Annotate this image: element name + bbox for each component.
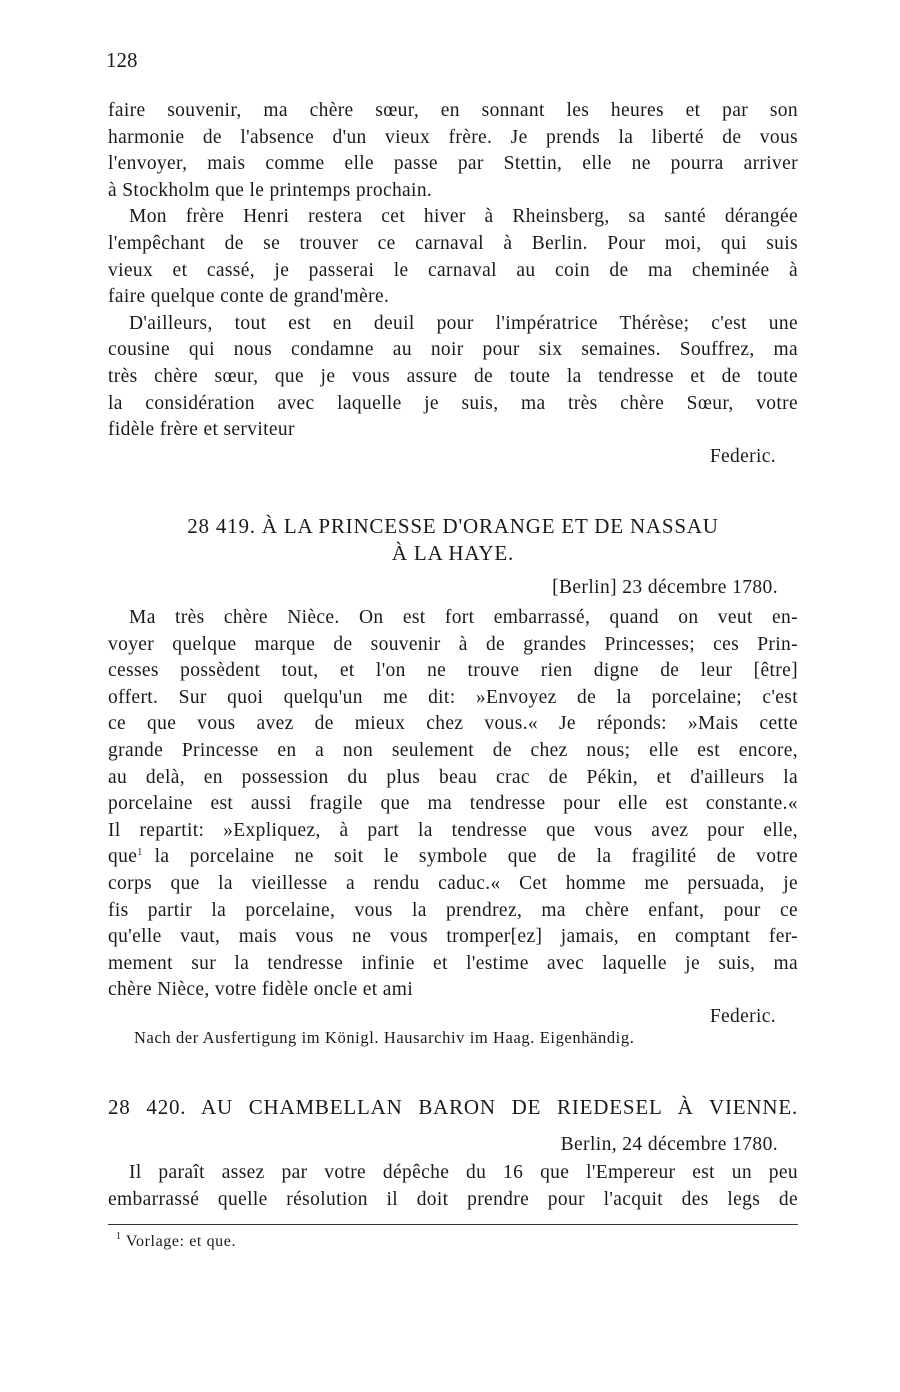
text-line: corps que la vieillesse a rendu caduc.« Cet homme me persuada, je	[108, 872, 798, 894]
text-line: chère Nièce, votre fidèle oncle et ami	[108, 979, 414, 1001]
letter-heading	[108, 513, 798, 567]
text-line: fis partir la porcelaine, vous la prendrez, ma chère enfant, pour ce	[108, 899, 798, 921]
text-line: voyer quelque marque de souvenir à de grandes Princesses; ces Prin-	[108, 633, 798, 655]
text-line: qu'elle vaut, mais vous ne vous tromper[ez] jamais, en comptant fer-	[108, 926, 798, 948]
text-line: D'ailleurs, tout est en deuil pour l'impératrice Thérèse; c'est une	[129, 312, 798, 334]
heading-line: 28 419. À LA PRINCESSE D'ORANGE ET DE NASSAU	[187, 514, 719, 538]
text-line: porcelaine est aussi fragile que ma tendresse pour elle est constante.«	[108, 793, 798, 815]
letter-continuation	[108, 98, 798, 470]
text-line: fidèle frère et serviteur	[108, 419, 295, 441]
signature: Federic.	[709, 1005, 776, 1027]
text-line: vieux et cassé, je passerai le carnaval au coin de ma cheminée à	[108, 259, 798, 281]
text-line: offert. Sur quoi quelqu'un me dit: »Envoyez de la porcelaine; c'est	[108, 686, 798, 708]
footnote	[116, 1233, 236, 1251]
page-number: 128	[106, 48, 138, 72]
footnote-text: Vorlage: et que.	[125, 1233, 237, 1250]
text-line-with-footnote	[108, 844, 798, 871]
letter-heading	[108, 1094, 798, 1121]
footnote-rule	[108, 1224, 798, 1225]
footnote-marker: 1	[116, 1231, 122, 1242]
word: que	[108, 846, 138, 868]
signature: Federic.	[709, 445, 776, 467]
text-line: la considération avec laquelle je suis, ma très chère Sœur, votre	[108, 392, 798, 414]
text-line: Mon frère Henri restera cet hiver à Rheinsberg, sa santé dérangée	[129, 206, 798, 228]
text-line: Il repartit: »Expliquez, à part la tendresse que vous avez pour elle,	[108, 819, 798, 841]
text-line: l'envoyer, mais comme elle passe par Stettin, elle ne pourra arriver	[108, 153, 798, 175]
text-line: embarrassé quelle résolution il doit prendre pour l'acquit des legs de	[108, 1188, 798, 1210]
text-line: cousine qui nous condamne au noir pour six semaines. Souffrez, ma	[108, 339, 798, 361]
text-line: grande Princesse en a non seulement de chez nous; elle est encore,	[108, 739, 798, 761]
letter-body	[108, 1160, 798, 1213]
dateline: [Berlin] 23 décembre 1780.	[552, 577, 778, 598]
dateline: Berlin, 24 décembre 1780.	[560, 1134, 778, 1155]
heading-line: À LA HAYE.	[391, 541, 515, 565]
text-line: Il paraît assez par votre dépêche du 16 que l'Empereur est un peu	[129, 1162, 798, 1183]
text-line: l'empêchant de se trouver ce carnaval à Berlin. Pour moi, qui suis	[108, 232, 798, 254]
text-line: très chère sœur, que je vous assure de toute la tendresse et de toute	[108, 365, 798, 387]
text-line: Ma très chère Nièce. On est fort embarrassé, quand on veut en-	[129, 607, 798, 628]
heading-line: 28 420. AU CHAMBELLAN BARON DE RIEDESEL À VIENNE.	[108, 1095, 798, 1119]
letter-body	[108, 605, 798, 1031]
text-line: cesses possèdent tout, et l'on ne trouve rien digne de leur [être]	[108, 660, 798, 682]
footnote-marker: 1	[137, 847, 143, 859]
text-line: ce que vous avez de mieux chez vous.« Je réponds: »Mais cette	[108, 713, 798, 735]
source-note: Nach der Ausfertigung im Königl. Hausarchiv im Haag. Eigenhändig.	[134, 1028, 635, 1047]
text-line: harmonie de l'absence d'un vieux frère. Je prends la liberté de vous	[108, 126, 798, 148]
text-line: mement sur la tendresse infinie et l'estime avec laquelle je suis, ma	[108, 952, 798, 974]
text-line: la porcelaine ne soit le symbole que de la fragilité de votre	[154, 846, 798, 868]
text-line: faire quelque conte de grand'mère.	[108, 286, 390, 308]
text-line: à Stockholm que le printemps prochain.	[108, 179, 433, 201]
text-line: faire souvenir, ma chère sœur, en sonnant les heures et par son	[108, 100, 798, 121]
text-line: au delà, en possession du plus beau crac de Pékin, et d'ailleurs la	[108, 766, 798, 788]
